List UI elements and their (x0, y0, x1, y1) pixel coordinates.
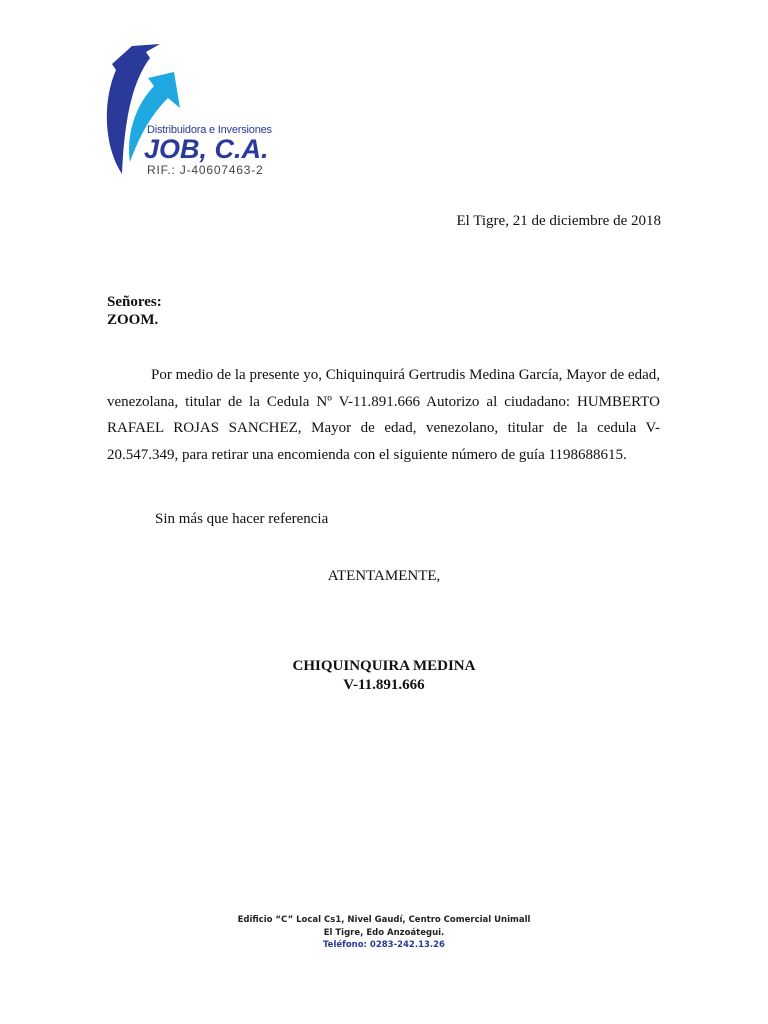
footer-address-line1: Edificio “C” Local Cs1, Nivel Gaudí, Centro Comercial Unimall (237, 915, 531, 925)
logo-brand: JOB, C.A. (144, 134, 269, 164)
body-paragraph: Por medio de la presente yo, Chiquinquirá Gertrudis Medina García, Mayor de edad, venezolana, titular de la Cedula Nº V-11.891.666 Autorizo al ciudadano: HUMBERTO RAFAEL ROJAS SANCHEZ, Mayor de edad, venezolano, titular de la cedula V-20.547.349, para retirar una encomienda con el siguiente número de guía 1198688615. (107, 367, 660, 463)
footer-address-line2: El Tigre, Edo Anzoátegui. (323, 927, 445, 938)
closing-reference: Sin más que hacer referencia (155, 511, 329, 527)
company-logo (102, 42, 282, 182)
signature-block (0, 657, 768, 695)
recipient-name: ZOOM. (107, 312, 159, 328)
signer-id: V-11.891.666 (343, 677, 425, 693)
letter-date: El Tigre, 21 de diciembre de 2018 (456, 213, 661, 229)
recipient-block (107, 293, 162, 329)
signer-name: CHIQUINQUIRA MEDINA (292, 658, 476, 674)
logo-tagline: Distribuidora e Inversiones (147, 124, 272, 136)
logo-rif: RIF.: J-40607463-2 (147, 163, 264, 177)
letter-body (107, 362, 660, 468)
footer (0, 914, 768, 952)
closing: ATENTAMENTE, (327, 568, 441, 584)
salutation: Señores: (107, 294, 162, 310)
footer-phone: Teléfono: 0283-242.13.26 (323, 940, 445, 950)
